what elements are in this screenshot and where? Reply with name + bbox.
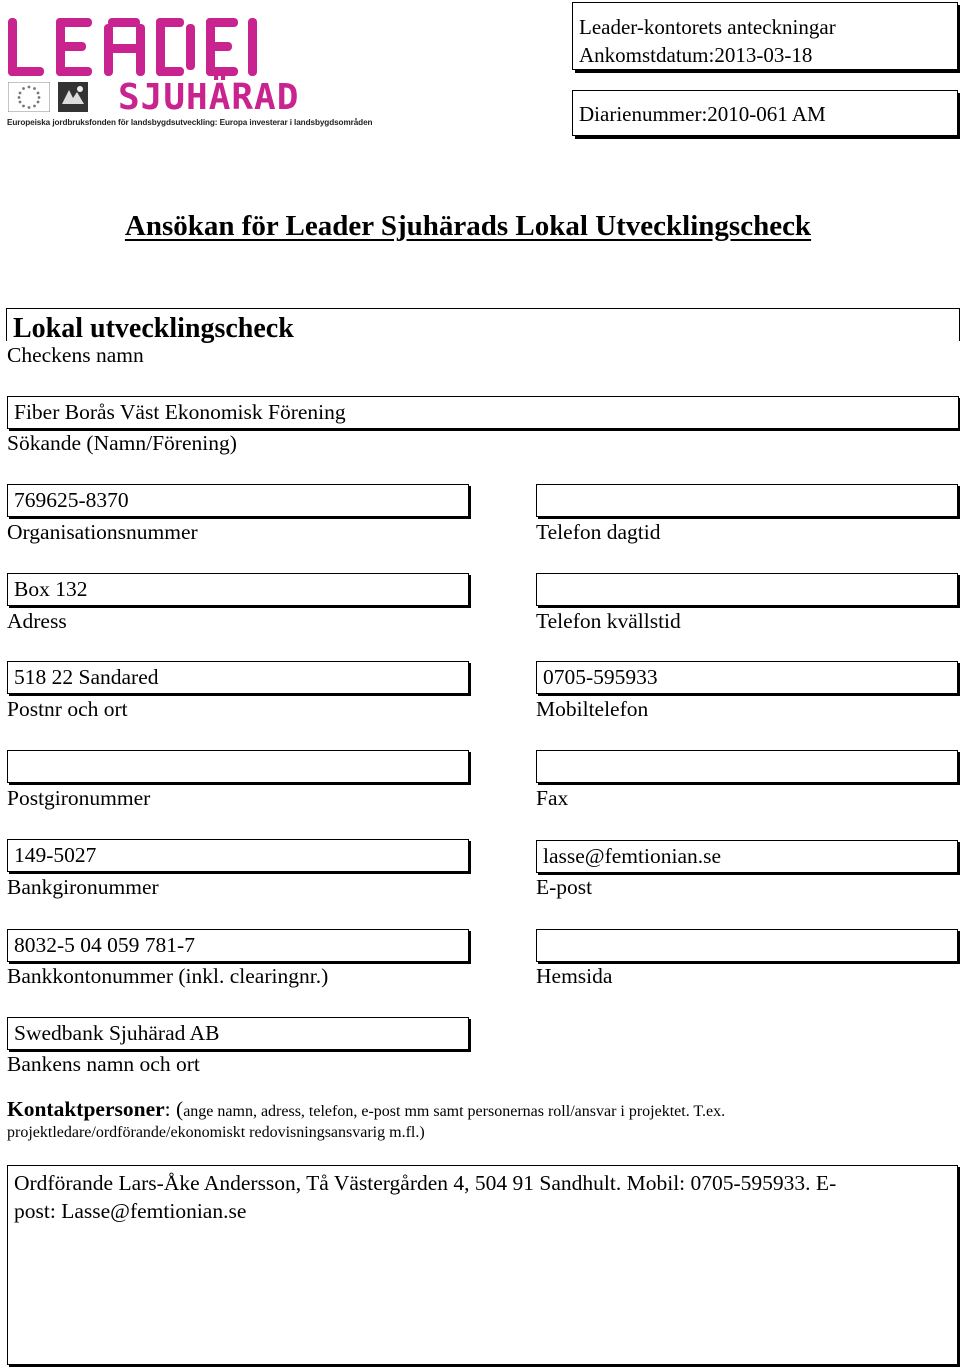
postal-field[interactable]: 518 22 Sandared <box>7 661 469 694</box>
website-field[interactable] <box>536 929 958 962</box>
email-label: E-post <box>536 875 593 899</box>
leader-flag-icon <box>58 82 88 112</box>
applicant-label: Sökande (Namn/Förening) <box>7 431 237 455</box>
registration-number-value: 2010-061 AM <box>707 102 826 126</box>
registration-number-label: Diarienummer: <box>579 102 708 126</box>
bank-account-label: Bankkontonummer (inkl. clearingnr.) <box>7 964 329 988</box>
email-field[interactable]: lasse@femtionian.se <box>536 840 958 873</box>
postal-label: Postnr och ort <box>7 697 128 721</box>
arrival-date-label: Ankomstdatum: <box>579 43 715 67</box>
address-field[interactable]: Box 132 <box>7 573 469 606</box>
office-notes-box <box>572 2 958 70</box>
check-name-label: Checkens namn <box>7 343 144 367</box>
bank-name-label: Bankens namn och ort <box>7 1052 200 1076</box>
contacts-heading <box>7 1096 725 1125</box>
address-label: Adress <box>7 609 67 633</box>
registration-number-box <box>572 90 958 136</box>
bankgiro-label: Bankgironummer <box>7 875 159 899</box>
contacts-textarea[interactable]: Ordförande Lars-Åke Andersson, Tå Västergården 4, 504 91 Sandhult. Mobil: 0705-595933. E- post: Lasse@femtionian.se <box>7 1165 958 1365</box>
postgiro-label: Postgironummer <box>7 786 151 810</box>
phone-day-label: Telefon dagtid <box>536 520 661 544</box>
phone-day-field[interactable] <box>536 484 958 517</box>
phone-evening-field[interactable] <box>536 573 958 606</box>
postgiro-field[interactable] <box>7 750 469 783</box>
fax-field[interactable] <box>536 750 958 783</box>
leader-logo-wordmark <box>8 16 266 78</box>
page-title: Ansökan för Leader Sjuhärads Lokal Utvecklingscheck <box>124 210 812 242</box>
org-number-field[interactable]: 769625-8370 <box>7 484 469 517</box>
contacts-label: Kontaktpersoner <box>7 1097 165 1121</box>
bankgiro-field[interactable]: 149-5027 <box>7 839 469 872</box>
mobile-field[interactable]: 0705-595933 <box>536 661 958 694</box>
bank-account-field[interactable]: 8032-5 04 059 781-7 <box>7 929 469 962</box>
check-name-field[interactable]: Fiber Borås Väst Ekonomisk Förening <box>7 396 959 429</box>
website-label: Hemsida <box>536 964 613 988</box>
eu-flag-icon <box>8 82 50 112</box>
bank-name-field[interactable]: Swedbank Sjuhärad AB <box>7 1017 469 1050</box>
logo-subtitle: SJUHÄRAD <box>118 77 300 118</box>
contacts-separator: : ( <box>164 1097 184 1121</box>
mobile-label: Mobiltelefon <box>536 697 649 721</box>
office-notes-title: Leader-kontorets anteckningar <box>579 15 836 39</box>
contacts-hint-line2: projektledare/ordförande/ekonomiskt redovisningsansvarig m.fl.) <box>7 1124 425 1141</box>
contacts-hint-line1: ange namn, adress, telefon, e-post mm samt personernas roll/ansvar i projektet. T.ex. <box>183 1103 726 1120</box>
arrival-date-line <box>579 41 957 69</box>
logo-caption: Europeiska jordbruksfonden för landsbygdsutveckling: Europa investerar i landsbygdsområden <box>7 118 373 127</box>
org-number-label: Organisationsnummer <box>7 520 198 544</box>
section-title: Lokal utvecklingscheck <box>13 313 294 344</box>
fax-label: Fax <box>536 786 569 810</box>
phone-evening-label: Telefon kvällstid <box>536 609 681 633</box>
arrival-date-value: 2013-03-18 <box>714 43 813 67</box>
